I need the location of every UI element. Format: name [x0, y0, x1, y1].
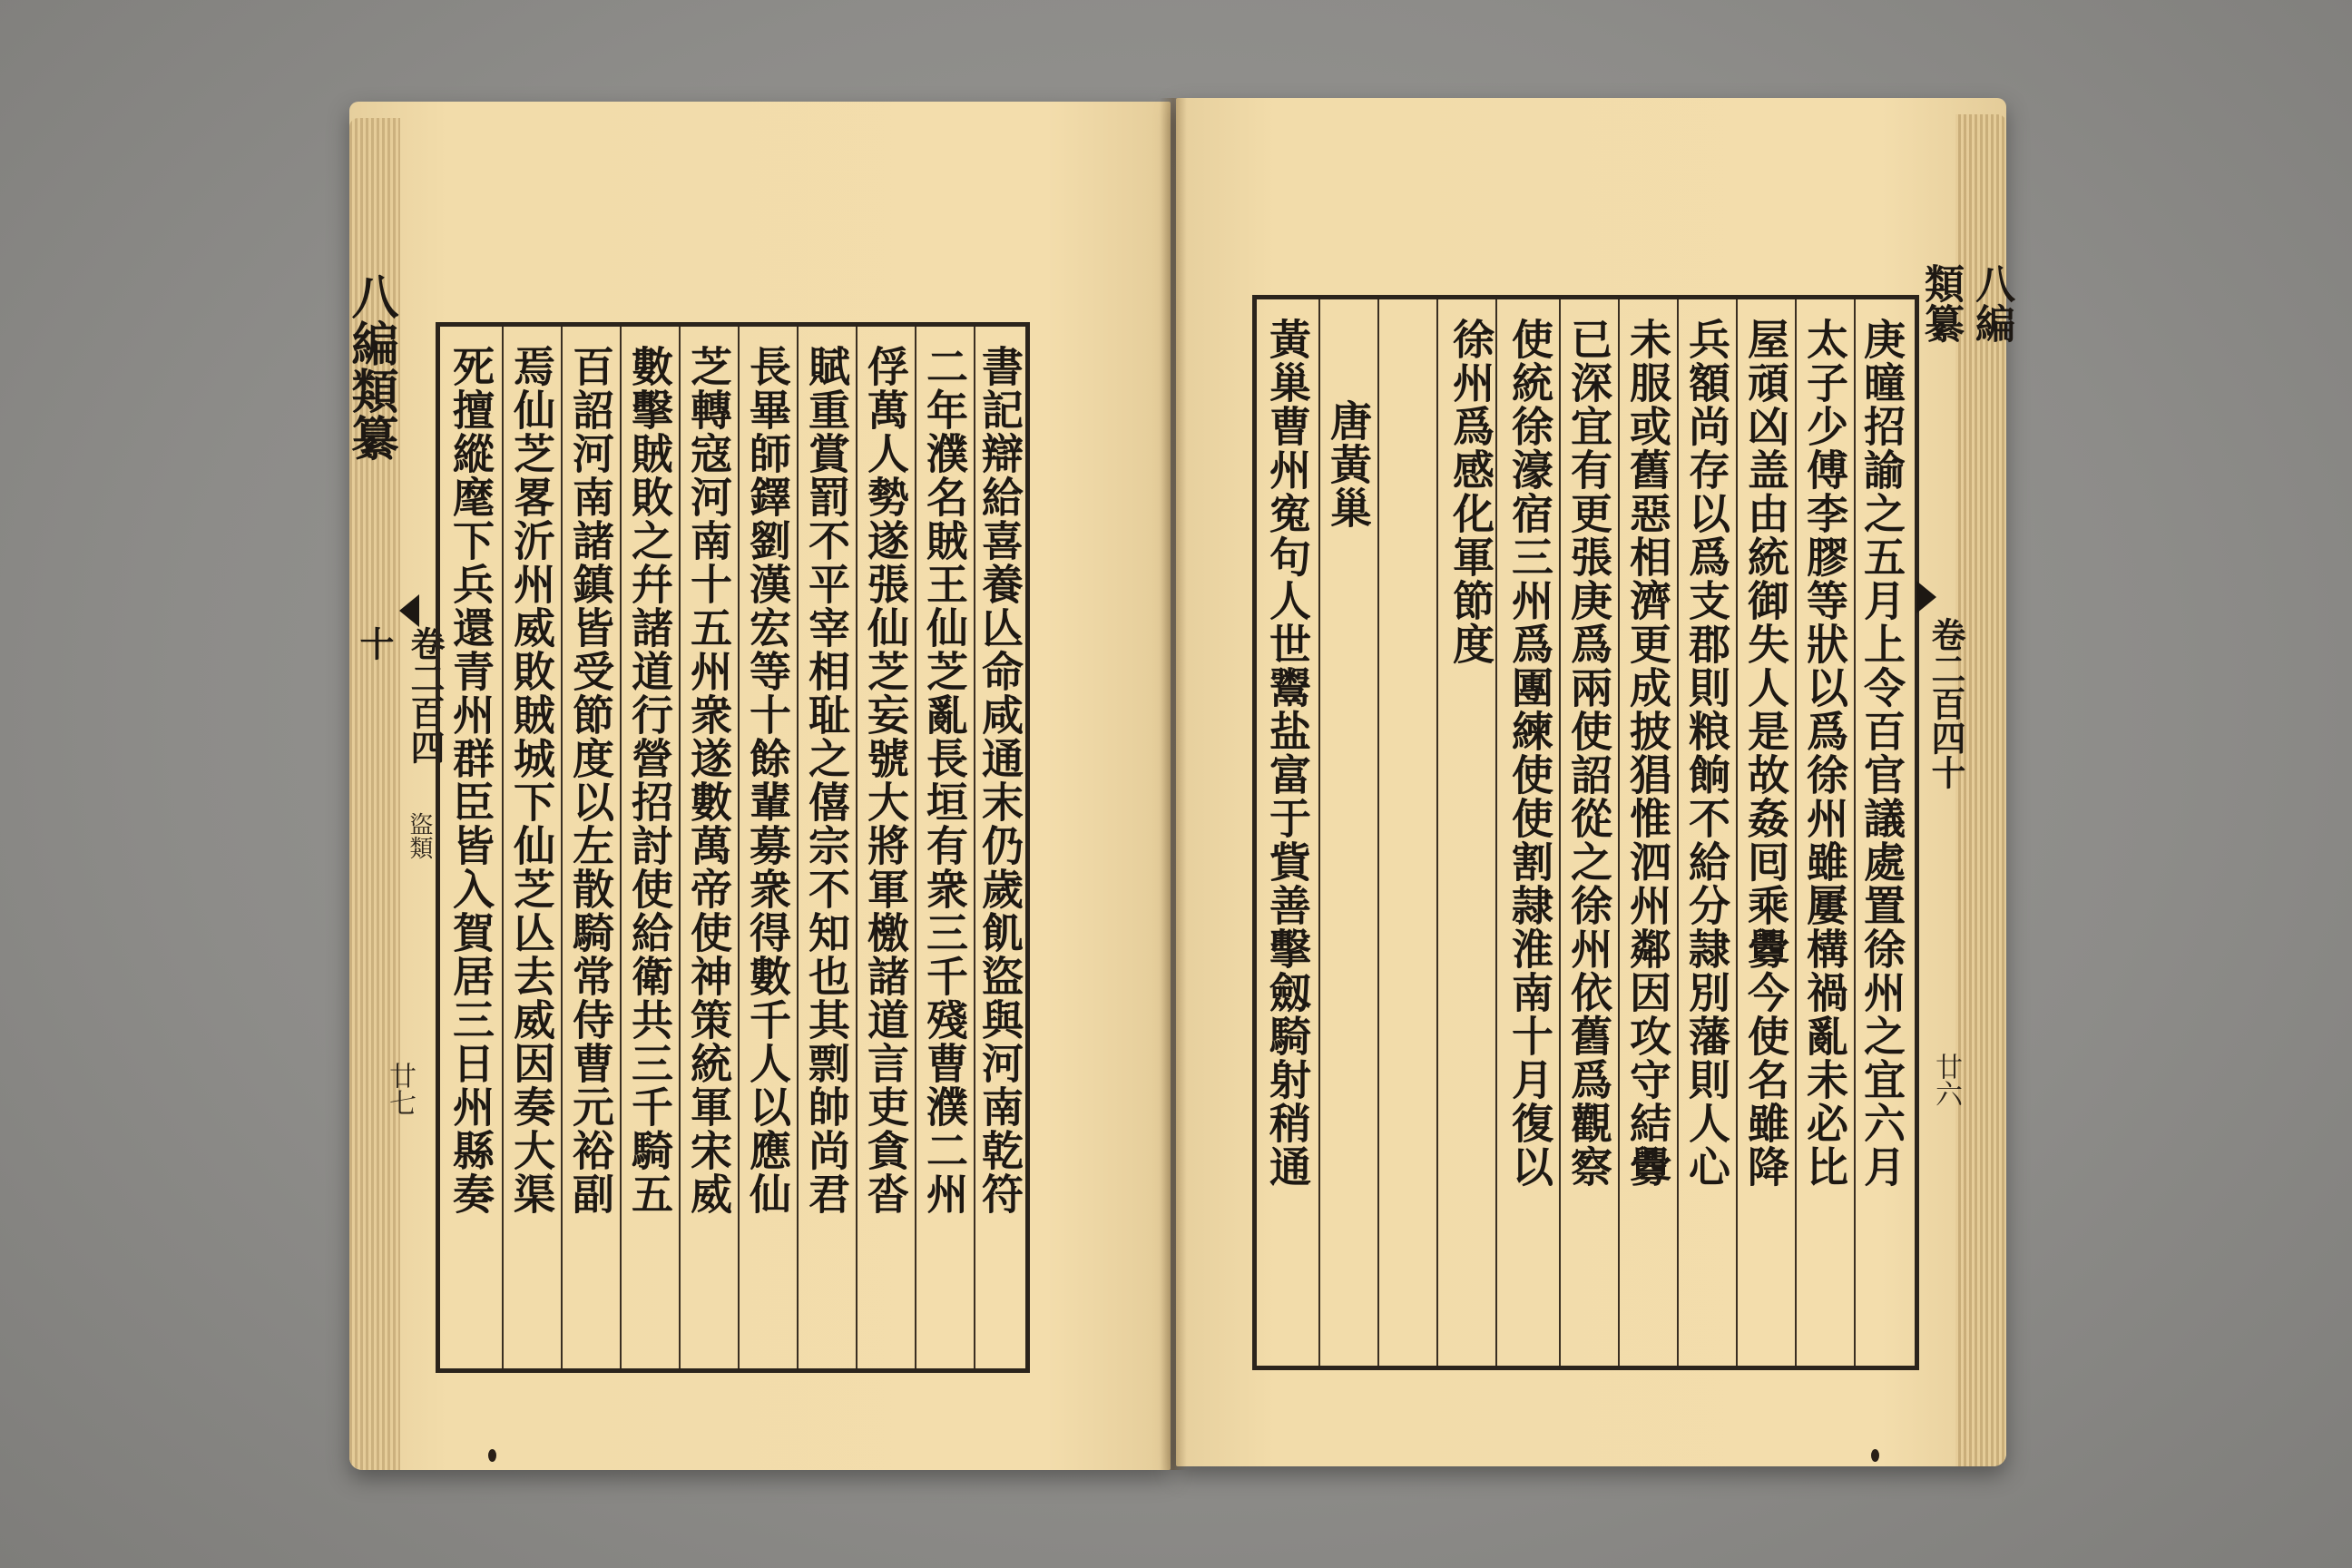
- left-section-label: 盜類: [406, 812, 433, 859]
- text-column: 書記辯給喜養亾命咸通末仍歲飢盜與河南乾符: [975, 345, 1024, 1216]
- text-column: 二年濮名賊王仙芝亂長垣有衆三千殘曹濮二州: [920, 345, 969, 1216]
- column-rule: [620, 327, 622, 1368]
- column-rule: [1436, 299, 1438, 1366]
- text-column: 使統徐濠宿三州爲團練使使割隷淮南十月復以: [1505, 318, 1554, 1189]
- column-rule: [797, 327, 799, 1368]
- column-rule: [1559, 299, 1561, 1366]
- column-rule: [561, 327, 563, 1368]
- column-rule: [679, 327, 681, 1368]
- column-rule: [1677, 299, 1679, 1366]
- column-rule: [1377, 299, 1379, 1366]
- left-volume-mark: 卷二百四十: [354, 626, 446, 764]
- column-rule: [738, 327, 740, 1368]
- text-column: 死擅縱麾下兵還青州群臣皆入賀居三日州縣奏: [446, 345, 495, 1216]
- column-rule: [502, 327, 504, 1368]
- text-column: 長畢師鐸劉漢宏等十餘輩募衆得數千人以應仙: [743, 345, 792, 1216]
- text-column: 俘萬人勢遂張仙芝妄號大將軍檄諸道言吏貪沓: [861, 345, 910, 1216]
- right-fish-tail-mark: [1916, 581, 1936, 613]
- text-column: 徐州爲感化軍節度: [1446, 318, 1495, 666]
- column-rule: [1618, 299, 1620, 1366]
- text-column: 數擊賊敗之幷諸道行營招討使給衛共三千騎五: [625, 345, 674, 1216]
- section-heading: 唐黃巢: [1324, 399, 1373, 530]
- binding-hole: [1871, 1449, 1879, 1462]
- text-column: 庚曈招諭之五月上令百官議處置徐州之宜六月: [1857, 318, 1906, 1189]
- text-column: 未服或舊惡相濟更成披猖惟泗州鄰因攻守結釁: [1623, 318, 1672, 1189]
- binding-hole: [488, 1449, 496, 1462]
- column-rule: [856, 327, 858, 1368]
- right-page-number: 廿六: [1930, 1053, 1962, 1107]
- right-text-frame: [1252, 295, 1919, 1370]
- text-column: 黃巢曹州寃句人世鬻盐富于貲善擊劔騎射稍通: [1263, 318, 1312, 1189]
- book-gutter: [1160, 98, 1187, 1470]
- text-column: 太子少傅李膠等狀以爲徐州雖屢構禍亂未必比: [1800, 318, 1849, 1189]
- right-margin-title: 八編類纂: [1917, 263, 2014, 343]
- text-column: 焉仙芝畧沂州威敗賊城下仙芝亾去威因奏大渠: [507, 345, 556, 1216]
- left-fish-tail-mark: [399, 594, 419, 627]
- text-column: 兵額尚存以爲支郡則粮餉不給分隷別藩則人心: [1682, 318, 1731, 1189]
- left-margin-title: 八編類纂: [343, 272, 398, 461]
- text-column: 已深宜有更張庚爲兩使詔從之徐州依舊爲觀察: [1564, 318, 1613, 1189]
- column-rule: [915, 327, 916, 1368]
- right-volume-mark: 卷二百四十: [1926, 617, 1966, 789]
- text-column: 芝轉寇河南十五州衆遂數萬帝使神策統軍宋威: [684, 345, 733, 1216]
- text-column: 百詔河南諸鎮皆受節度以左散騎常侍曹元裕副: [566, 345, 615, 1216]
- column-rule: [1795, 299, 1797, 1366]
- column-rule: [1736, 299, 1738, 1366]
- left-text-frame: [436, 322, 1030, 1373]
- text-column: 賦重賞罰不平宰相耻之僖宗不知也其剽帥尚君: [802, 345, 851, 1216]
- text-column: 屋頑凶盖由統御失人是故姦囘乘釁今使名雖降: [1741, 318, 1790, 1189]
- column-rule: [1318, 299, 1320, 1366]
- left-page-number: 廿七: [384, 1062, 416, 1116]
